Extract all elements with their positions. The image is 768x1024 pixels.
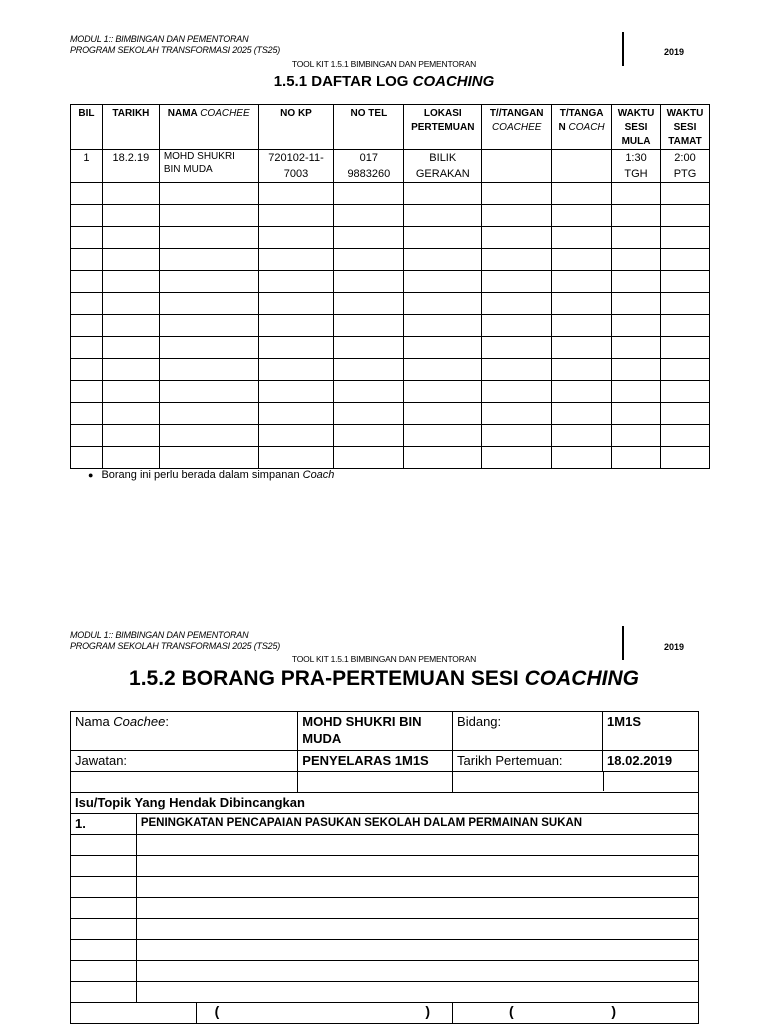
col-ttco-line1: T/TANGA	[559, 108, 604, 119]
topic-number[interactable]	[71, 856, 137, 877]
cell-tandatangan-coach[interactable]	[552, 150, 612, 183]
table-cell[interactable]	[552, 337, 612, 359]
table-cell[interactable]	[159, 447, 258, 469]
table-cell[interactable]	[661, 293, 710, 315]
table-cell[interactable]	[612, 315, 661, 337]
page2-title	[0, 667, 768, 691]
page1-title	[0, 73, 768, 90]
col-tamat-line2: SESI	[673, 122, 697, 133]
table-cell[interactable]	[258, 183, 334, 205]
col-mula-line3: MULA	[621, 136, 651, 147]
isu-topik-label: Isu/Topik Yang Hendak Dibincangkan	[71, 793, 699, 814]
nama-label-colon: :	[165, 714, 169, 729]
bidang-cell	[453, 712, 699, 751]
cell-nama[interactable]	[159, 150, 258, 183]
table-cell[interactable]	[71, 227, 103, 249]
col-tandatangan-coachee	[482, 105, 552, 150]
tarikh-cell	[453, 751, 699, 772]
topic-row	[71, 877, 699, 898]
table-cell[interactable]	[102, 315, 159, 337]
table-cell[interactable]	[404, 403, 482, 425]
table-cell[interactable]	[482, 271, 552, 293]
table-cell[interactable]	[334, 425, 404, 447]
table-row	[71, 337, 710, 359]
topic-text[interactable]	[136, 877, 698, 898]
col-waktu-tamat	[661, 105, 710, 150]
col-no-kp: NO KP	[258, 105, 334, 150]
form-row-blank	[71, 772, 699, 793]
blank-cell	[453, 772, 699, 793]
table-cell[interactable]	[334, 359, 404, 381]
paren-close: )	[611, 1003, 616, 1019]
blank-subcell[interactable]	[604, 772, 698, 791]
table-row	[71, 359, 710, 381]
table-cell[interactable]	[334, 381, 404, 403]
table-cell[interactable]	[661, 381, 710, 403]
col-tarikh: TARIKH	[102, 105, 159, 150]
table-cell[interactable]	[612, 381, 661, 403]
form-row-nama	[71, 712, 699, 751]
table-cell[interactable]	[482, 403, 552, 425]
table-row	[71, 425, 710, 447]
cell-tel-line1: 017	[359, 152, 379, 164]
table-row	[71, 271, 710, 293]
topic-number[interactable]	[71, 940, 137, 961]
col-tandatangan-coach	[552, 105, 612, 150]
col-tamat-line1: WAKTU	[666, 108, 704, 119]
table-cell[interactable]	[404, 315, 482, 337]
table-cell[interactable]	[552, 403, 612, 425]
signature-coachee-brackets	[197, 1003, 452, 1020]
table-cell[interactable]	[71, 403, 103, 425]
nama-coachee-value[interactable]	[298, 712, 453, 751]
topic-text[interactable]	[136, 919, 698, 940]
table-cell[interactable]	[552, 249, 612, 271]
table-cell[interactable]	[482, 293, 552, 315]
jawatan-value[interactable]: PENYELARAS 1M1S	[298, 751, 453, 772]
table-cell[interactable]	[404, 249, 482, 271]
table-cell[interactable]	[661, 227, 710, 249]
tarikh-pertemuan-value[interactable]: 18.02.2019	[607, 753, 673, 768]
jawatan-label: Jawatan:	[71, 751, 298, 772]
table-cell[interactable]	[334, 227, 404, 249]
cell-kp-line2: 7003	[283, 168, 309, 180]
table-cell[interactable]	[482, 359, 552, 381]
table-cell[interactable]	[404, 205, 482, 227]
table-cell[interactable]	[258, 293, 334, 315]
cell-lokasi-line2: GERAKAN	[415, 168, 470, 180]
cell-waktu-tamat[interactable]	[661, 150, 710, 183]
nama-value-line2: MUDA	[302, 731, 342, 746]
note-text-italic: Coach	[302, 469, 335, 481]
paren-open: (	[214, 1003, 220, 1019]
table-cell[interactable]	[334, 293, 404, 315]
bidang-value[interactable]: 1M1S	[607, 714, 642, 729]
table-cell[interactable]	[159, 293, 258, 315]
table-cell[interactable]	[552, 315, 612, 337]
table-cell[interactable]	[71, 381, 103, 403]
col-mula-line2: SESI	[624, 122, 648, 133]
col-lokasi-line2: PERTEMUAN	[411, 122, 475, 133]
table-cell[interactable]	[334, 315, 404, 337]
table-cell[interactable]	[661, 183, 710, 205]
page2-header-line2: PROGRAM SEKOLAH TRANSFORMASI 2025 (TS25)	[70, 641, 281, 651]
topic-text[interactable]: PENINGKATAN PENCAPAIAN PASUKAN SEKOLAH DALAM PERMAINAN SUKAN	[136, 814, 698, 835]
topic-text[interactable]	[136, 982, 698, 1003]
topic-text[interactable]	[136, 940, 698, 961]
table-cell[interactable]	[159, 337, 258, 359]
topic-row	[71, 919, 699, 940]
table-header-row	[71, 105, 710, 150]
table-cell[interactable]	[552, 359, 612, 381]
table-cell[interactable]	[552, 381, 612, 403]
table-cell[interactable]	[404, 381, 482, 403]
table-cell[interactable]	[102, 271, 159, 293]
table-cell[interactable]	[404, 447, 482, 469]
table-cell[interactable]	[102, 381, 159, 403]
table-cell[interactable]	[612, 425, 661, 447]
page1-toolkit-label: TOOL KIT 1.5.1 BIMBINGAN DAN PEMENTORAN	[291, 59, 477, 69]
topic-text[interactable]	[136, 835, 698, 856]
topic-text[interactable]	[136, 961, 698, 982]
cell-tandatangan-coachee[interactable]	[482, 150, 552, 183]
nama-value-line1: MOHD SHUKRI BIN	[302, 714, 422, 729]
table-row	[71, 227, 710, 249]
table-cell[interactable]	[661, 337, 710, 359]
table-cell[interactable]	[102, 425, 159, 447]
table-cell[interactable]	[612, 359, 661, 381]
topic-text[interactable]	[136, 898, 698, 919]
cell-kp-line1: 720102-11-	[268, 152, 324, 164]
topic-row	[71, 940, 699, 961]
page1-title-text: 1.5.1 DAFTAR LOG	[273, 73, 413, 90]
table-row	[71, 183, 710, 205]
topic-row	[71, 982, 699, 1003]
table-cell[interactable]	[404, 293, 482, 315]
col-tamat-line3: TAMAT	[668, 136, 702, 147]
bullet-icon: ●	[88, 470, 94, 480]
table-cell[interactable]	[71, 293, 103, 315]
topic-number[interactable]	[71, 835, 137, 856]
note-text: Borang ini perlu berada dalam simpanan	[101, 469, 303, 481]
tarikh-wrapper	[453, 751, 698, 771]
form-row-isu-heading	[71, 793, 699, 814]
signature-coachee-cell[interactable]	[196, 1003, 452, 1024]
table-cell[interactable]	[404, 227, 482, 249]
table-cell[interactable]	[552, 293, 612, 315]
table-cell[interactable]	[661, 425, 710, 447]
table-row	[71, 249, 710, 271]
cell-no-tel[interactable]	[334, 150, 404, 183]
table-cell[interactable]	[102, 403, 159, 425]
table-cell[interactable]	[404, 271, 482, 293]
table-cell[interactable]	[612, 293, 661, 315]
page2-toolkit-label: TOOL KIT 1.5.1 BIMBINGAN DAN PEMENTORAN	[291, 654, 477, 664]
table-row	[71, 403, 710, 425]
table-cell[interactable]	[334, 183, 404, 205]
signature-coach-cell[interactable]	[453, 1003, 699, 1024]
table-cell[interactable]	[71, 337, 103, 359]
page2-title-text: 1.5.2 BORANG PRA-PERTEMUAN SESI	[129, 667, 525, 690]
table-cell[interactable]	[71, 249, 103, 271]
topic-row	[71, 814, 699, 835]
table-cell[interactable]	[159, 315, 258, 337]
cell-tel-line2: 9883260	[347, 168, 391, 180]
col-no-tel: NO TEL	[334, 105, 404, 150]
nama-label-italic: Coachee	[113, 714, 166, 729]
table-cell[interactable]	[258, 447, 334, 469]
blank-cell[interactable]	[298, 772, 453, 793]
table-cell[interactable]	[102, 183, 159, 205]
table-cell[interactable]	[71, 447, 103, 469]
table-cell[interactable]	[102, 337, 159, 359]
cell-lokasi-line1: BILIK	[429, 152, 457, 164]
table-cell[interactable]	[482, 315, 552, 337]
table-cell[interactable]	[159, 271, 258, 293]
table-row	[71, 381, 710, 403]
table-cell[interactable]	[258, 227, 334, 249]
blank-cell[interactable]	[71, 772, 298, 793]
topic-row	[71, 961, 699, 982]
table-cell[interactable]	[334, 403, 404, 425]
table-cell[interactable]	[258, 271, 334, 293]
table-cell[interactable]	[258, 249, 334, 271]
table-cell[interactable]	[661, 205, 710, 227]
table-row	[71, 447, 710, 469]
cell-mula-line1: 1:30	[625, 152, 647, 164]
table-cell[interactable]	[482, 425, 552, 447]
table-cell[interactable]	[612, 337, 661, 359]
col-nama-plain: NAMA	[167, 108, 201, 119]
table-cell[interactable]	[482, 183, 552, 205]
signature-coach-brackets	[453, 1003, 698, 1020]
bidang-wrapper	[453, 712, 698, 750]
table-cell[interactable]	[102, 205, 159, 227]
table-cell[interactable]	[258, 403, 334, 425]
topic-text[interactable]	[136, 856, 698, 877]
table-cell[interactable]	[661, 447, 710, 469]
table-cell[interactable]	[334, 271, 404, 293]
table-cell[interactable]	[661, 359, 710, 381]
topic-row	[71, 835, 699, 856]
table-cell[interactable]	[159, 359, 258, 381]
cell-bil[interactable]: 1	[71, 150, 103, 183]
col-lokasi-line1: LOKASI	[423, 108, 462, 119]
topic-number[interactable]	[71, 982, 137, 1003]
cell-tarikh[interactable]: 18.2.19	[102, 150, 159, 183]
page2-header-line1: MODUL 1:: BIMBINGAN DAN PEMENTORAN	[70, 630, 249, 640]
table-cell[interactable]	[404, 425, 482, 447]
table-cell[interactable]	[552, 447, 612, 469]
table-cell[interactable]	[612, 183, 661, 205]
cell-mula-line2: TGH	[624, 168, 648, 180]
col-ttco-line2a: N	[558, 122, 569, 133]
table-cell[interactable]	[258, 205, 334, 227]
table-cell[interactable]	[661, 249, 710, 271]
page1-note	[88, 469, 334, 481]
table-cell[interactable]	[334, 337, 404, 359]
topic-rows	[71, 835, 699, 1003]
col-lokasi	[404, 105, 482, 150]
col-ttco-line2b: COACH	[568, 122, 605, 133]
table-cell[interactable]	[102, 227, 159, 249]
cell-waktu-mula[interactable]	[612, 150, 661, 183]
coaching-log-table	[70, 104, 710, 469]
cell-lokasi[interactable]	[404, 150, 482, 183]
table-cell[interactable]	[258, 315, 334, 337]
table-cell[interactable]	[612, 227, 661, 249]
nama-coachee-label	[71, 712, 298, 751]
table-cell[interactable]	[334, 249, 404, 271]
table-cell[interactable]	[482, 381, 552, 403]
table-cell[interactable]	[612, 271, 661, 293]
table-cell[interactable]	[552, 425, 612, 447]
col-mula-line1: WAKTU	[617, 108, 655, 119]
page2-year: 2019	[664, 642, 685, 652]
table-cell[interactable]	[159, 403, 258, 425]
cell-no-kp[interactable]	[258, 150, 334, 183]
table-row	[71, 315, 710, 337]
form-row-jawatan	[71, 751, 699, 772]
table-cell[interactable]	[661, 271, 710, 293]
table-cell[interactable]	[552, 183, 612, 205]
table-cell[interactable]	[661, 403, 710, 425]
cell-nama-line2: BIN MUDA	[163, 164, 213, 175]
table-cell[interactable]	[71, 315, 103, 337]
paren-close: )	[425, 1003, 431, 1019]
table-cell[interactable]	[258, 381, 334, 403]
topic-row	[71, 856, 699, 877]
table-cell[interactable]	[71, 359, 103, 381]
table-cell[interactable]	[482, 337, 552, 359]
table-cell[interactable]	[102, 249, 159, 271]
topic-number[interactable]	[71, 961, 137, 982]
topic-number[interactable]	[71, 898, 137, 919]
form-row-signature	[71, 1003, 699, 1024]
table-cell[interactable]	[258, 425, 334, 447]
table-cell[interactable]	[159, 205, 258, 227]
table-cell[interactable]	[258, 359, 334, 381]
table-cell[interactable]	[482, 205, 552, 227]
pre-meeting-form-table	[70, 711, 699, 1024]
page1-header-line1: MODUL 1:: BIMBINGAN DAN PEMENTORAN	[70, 34, 249, 44]
page1-header-module	[70, 34, 280, 56]
table-cell[interactable]	[159, 227, 258, 249]
table-cell[interactable]	[552, 227, 612, 249]
cell-nama-line1: MOHD SHUKRI	[163, 151, 235, 162]
page1-header-line2: PROGRAM SEKOLAH TRANSFORMASI 2025 (TS25)	[70, 45, 281, 55]
table-cell[interactable]	[102, 359, 159, 381]
table-cell[interactable]	[612, 403, 661, 425]
table-cell[interactable]	[552, 205, 612, 227]
table-cell[interactable]	[661, 315, 710, 337]
table-cell[interactable]	[71, 183, 103, 205]
col-bil: BIL	[71, 105, 103, 150]
col-nama-italic: COACHEE	[200, 108, 250, 119]
table-cell[interactable]	[334, 205, 404, 227]
blank-subcell[interactable]	[453, 772, 604, 791]
page2-header-module	[70, 630, 280, 652]
table-cell[interactable]	[612, 249, 661, 271]
table-cell[interactable]	[482, 447, 552, 469]
table-row	[71, 293, 710, 315]
signature-blank-cell[interactable]	[71, 1003, 197, 1024]
tarikh-pertemuan-label: Tarikh Pertemuan:	[453, 751, 603, 771]
nama-label-plain: Nama	[75, 714, 114, 729]
table-cell[interactable]	[404, 337, 482, 359]
empty-rows	[71, 183, 710, 469]
table-row	[71, 205, 710, 227]
bidang-label: Bidang:	[453, 712, 603, 750]
table-cell[interactable]	[482, 227, 552, 249]
col-waktu-mula	[612, 105, 661, 150]
table-cell[interactable]	[71, 271, 103, 293]
table-cell[interactable]	[404, 183, 482, 205]
table-cell[interactable]	[404, 359, 482, 381]
col-ttc-line1: T//TANGAN	[489, 108, 544, 119]
topic-number[interactable]	[71, 877, 137, 898]
paren-open: (	[509, 1003, 514, 1019]
page1-year: 2019	[664, 47, 685, 57]
topic-number[interactable]	[71, 919, 137, 940]
table-row	[71, 150, 710, 183]
table-cell[interactable]	[71, 425, 103, 447]
table-cell[interactable]	[159, 183, 258, 205]
table-cell[interactable]	[159, 381, 258, 403]
table-cell[interactable]	[102, 293, 159, 315]
page1-title-italic: COACHING	[412, 73, 495, 90]
topic-number: 1.	[71, 814, 137, 835]
page2-title-italic: COACHING	[524, 667, 639, 690]
cell-tamat-line1: 2:00	[674, 152, 696, 164]
table-cell[interactable]	[612, 205, 661, 227]
table-cell[interactable]	[612, 447, 661, 469]
table-cell[interactable]	[552, 271, 612, 293]
col-nama	[159, 105, 258, 150]
table-cell[interactable]	[258, 337, 334, 359]
table-cell[interactable]	[71, 205, 103, 227]
table-cell[interactable]	[159, 425, 258, 447]
cell-tamat-line2: PTG	[673, 168, 697, 180]
table-cell[interactable]	[482, 249, 552, 271]
topic-row	[71, 898, 699, 919]
table-cell[interactable]	[102, 447, 159, 469]
table-cell[interactable]	[334, 447, 404, 469]
table-cell[interactable]	[159, 249, 258, 271]
col-ttc-line2: COACHEE	[491, 122, 542, 133]
